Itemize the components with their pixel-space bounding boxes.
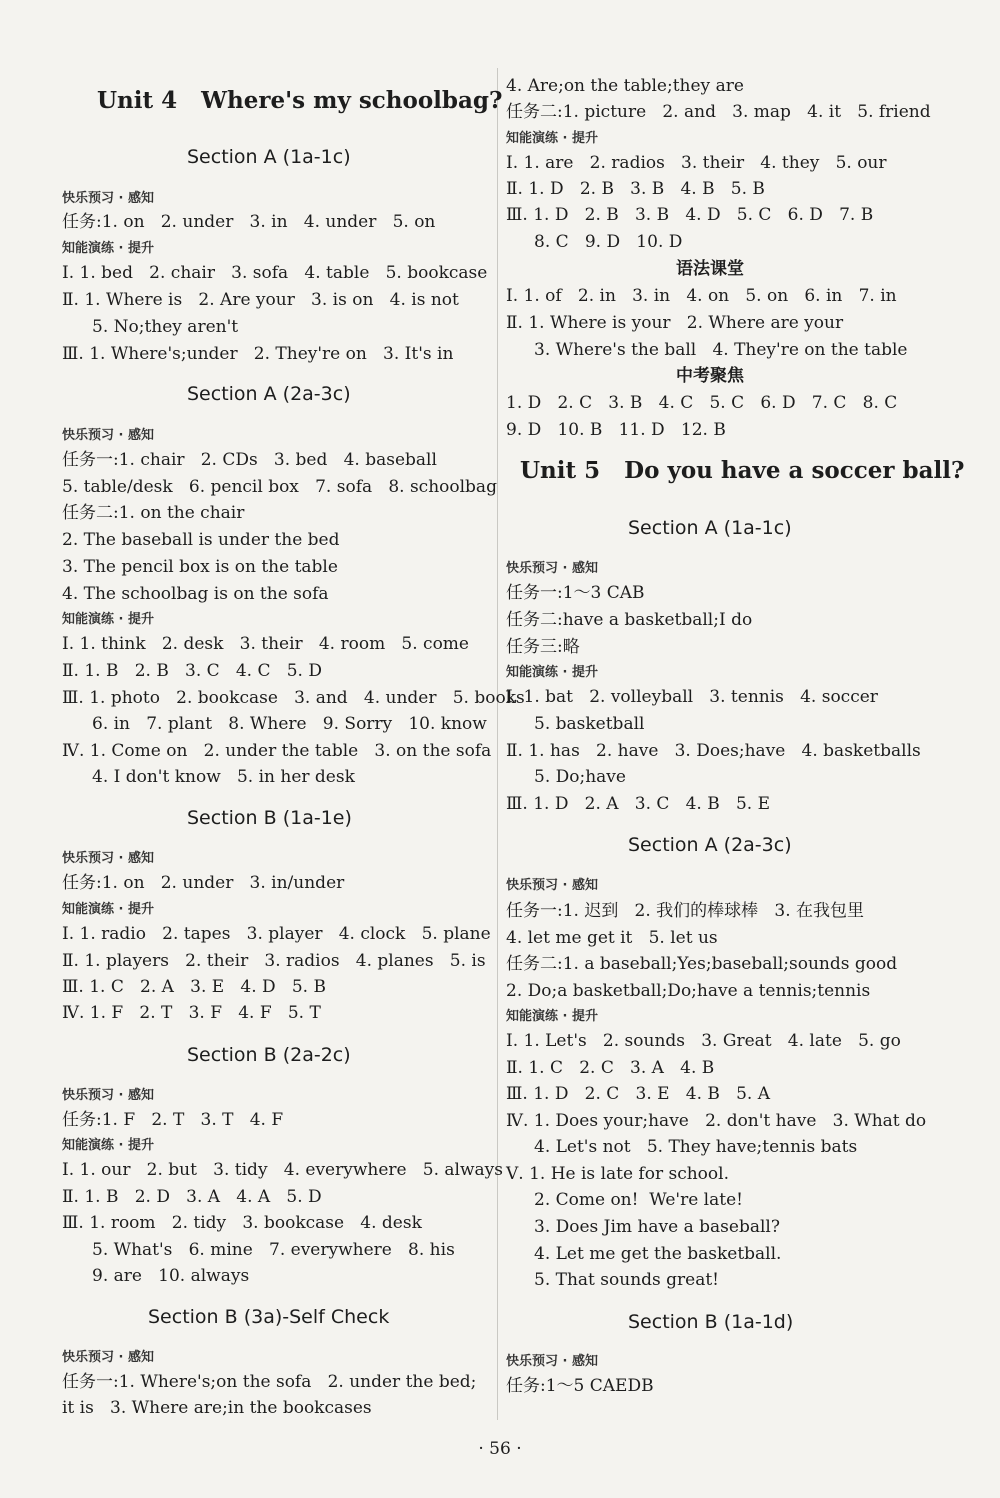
answer-line: Ⅲ. 1. D 2. B 3. B 4. D 5. C 6. D 7. B: [506, 205, 874, 225]
answer-line: Ⅳ. 1. Does your;have 2. don't have 3. What do: [506, 1111, 927, 1131]
practice-label: 知能演练 · 提升: [62, 902, 154, 917]
section-heading: Section B (2a-2c): [187, 1044, 351, 1066]
answer-line: Ⅱ. 1. Where is 2. Are your 3. is on 4. is not: [62, 290, 459, 310]
answer-line: 任务二:1. picture 2. and 3. map 4. it 5. friend: [506, 102, 931, 122]
answer-line: Ⅳ. 1. F 2. T 3. F 4. F 5. T: [62, 1003, 321, 1023]
answer-line: 任务:1. on 2. under 3. in/under: [62, 873, 345, 893]
preview-label: 快乐预习 · 感知: [62, 851, 154, 866]
unit-4-title: Unit 4 Where's my schoolbag?: [97, 87, 503, 114]
answer-line: Ⅱ. 1. C 2. C 3. A 4. B: [506, 1058, 715, 1078]
answer-line: Ⅰ. 1. bat 2. volleyball 3. tennis 4. soccer: [506, 687, 878, 707]
answer-line: 2. Come on! We're late!: [534, 1190, 743, 1210]
answer-line: Ⅲ. 1. D 2. A 3. C 4. B 5. E: [506, 794, 770, 814]
answer-line: Ⅴ. 1. He is late for school.: [506, 1164, 729, 1184]
answer-line: 任务一:1～3 CAB: [506, 583, 645, 603]
answer-line: 5. table/desk 6. pencil box 7. sofa 8. schoolbag: [62, 477, 497, 497]
answer-line: 4. Let me get the basketball.: [534, 1244, 782, 1264]
preview-label: 快乐预习 · 感知: [62, 191, 154, 206]
answer-line: 2. Do;a basketball;Do;have a tennis;tennis: [506, 981, 871, 1001]
preview-label: 快乐预习 · 感知: [62, 1088, 154, 1103]
grammar-heading: 语法课堂: [676, 259, 744, 279]
answer-line: 任务三:略: [506, 637, 580, 657]
answer-line: 4. let me get it 5. let us: [506, 928, 718, 948]
answer-line: 4. The schoolbag is on the sofa: [62, 584, 329, 604]
preview-label: 快乐预习 · 感知: [62, 428, 154, 443]
answer-line: Ⅲ. 1. photo 2. bookcase 3. and 4. under 5. books: [62, 688, 525, 708]
answer-line: 任务二:1. on the chair: [62, 503, 245, 523]
section-heading: Section A (1a-1c): [187, 146, 351, 168]
practice-label: 知能演练 · 提升: [506, 1009, 598, 1024]
answer-line: 任务:1. F 2. T 3. T 4. F: [62, 1110, 284, 1130]
answer-line: Ⅱ. 1. B 2. B 3. C 4. C 5. D: [62, 661, 322, 681]
answer-line: 5. Do;have: [534, 767, 626, 787]
answer-line: 5. What's 6. mine 7. everywhere 8. his: [92, 1240, 455, 1260]
answer-line: Ⅰ. 1. think 2. desk 3. their 4. room 5. come: [62, 634, 469, 654]
section-heading: Section B (1a-1d): [628, 1311, 794, 1333]
answer-line: 任务一:1. Where's;on the sofa 2. under the bed;: [62, 1372, 477, 1392]
answer-line: Ⅱ. 1. has 2. have 3. Does;have 4. basketballs: [506, 741, 921, 761]
answer-line: 4. I don't know 5. in her desk: [92, 767, 355, 787]
answer-line: 6. in 7. plant 8. Where 9. Sorry 10. know: [92, 714, 487, 734]
answer-line: 4. Let's not 5. They have;tennis bats: [534, 1137, 858, 1157]
answer-line: 任务一:1. 迟到 2. 我们的棒球棒 3. 在我包里: [506, 901, 865, 921]
answer-line: Ⅲ. 1. Where's;under 2. They're on 3. It's in: [62, 344, 454, 364]
answer-line: 5. No;they aren't: [92, 317, 239, 337]
page-number: · 56 ·: [478, 1439, 522, 1459]
practice-label: 知能演练 · 提升: [62, 1138, 154, 1153]
answer-line: 任务:1～5 CAEDB: [506, 1376, 654, 1396]
answer-line: 8. C 9. D 10. D: [534, 232, 683, 252]
answer-line: Ⅲ. 1. room 2. tidy 3. bookcase 4. desk: [62, 1213, 422, 1233]
answer-line: Ⅰ. 1. of 2. in 3. in 4. on 5. on 6. in 7. in: [506, 286, 897, 306]
section-heading: Section B (1a-1e): [187, 807, 352, 829]
answer-line: 2. The baseball is under the bed: [62, 530, 340, 550]
answer-line: Ⅱ. 1. players 2. their 3. radios 4. planes 5. is: [62, 951, 486, 971]
section-heading: Section B (3a)-Self Check: [148, 1306, 390, 1328]
answer-line: 5. basketball: [534, 714, 645, 734]
answer-line: 任务二:have a basketball;I do: [506, 610, 753, 630]
practice-label: 知能演练 · 提升: [506, 665, 598, 680]
preview-label: 快乐预习 · 感知: [506, 878, 598, 893]
answer-line: 3. Where's the ball 4. They're on the table: [534, 340, 908, 360]
answer-line: 任务:1. on 2. under 3. in 4. under 5. on: [62, 212, 436, 232]
answer-line: Ⅰ. 1. are 2. radios 3. their 4. they 5. our: [506, 153, 887, 173]
preview-label: 快乐预习 · 感知: [506, 1354, 598, 1369]
answer-line: 任务二:1. a baseball;Yes;baseball;sounds good: [506, 954, 898, 974]
preview-label: 快乐预习 · 感知: [506, 561, 598, 576]
section-heading: Section A (2a-3c): [187, 383, 351, 405]
practice-label: 知能演练 · 提升: [62, 241, 154, 256]
preview-label: 快乐预习 · 感知: [62, 1350, 154, 1365]
section-heading: Section A (1a-1c): [628, 517, 792, 539]
answer-line: Ⅰ. 1. radio 2. tapes 3. player 4. clock 5. plane: [62, 924, 491, 944]
column-divider: [497, 68, 498, 1420]
answer-line: 1. D 2. C 3. B 4. C 5. C 6. D 7. C 8. C: [506, 393, 898, 413]
practice-label: 知能演练 · 提升: [506, 131, 598, 146]
answer-line: 任务一:1. chair 2. CDs 3. bed 4. baseball: [62, 450, 437, 470]
answer-line: Ⅰ. 1. bed 2. chair 3. sofa 4. table 5. bookcase: [62, 263, 488, 283]
answer-line: Ⅰ. 1. Let's 2. sounds 3. Great 4. late 5. go: [506, 1031, 901, 1051]
answer-line: 4. Are;on the table;they are: [506, 76, 744, 96]
answer-line: Ⅱ. 1. B 2. D 3. A 4. A 5. D: [62, 1187, 322, 1207]
practice-label: 知能演练 · 提升: [62, 612, 154, 627]
answer-line: 9. D 10. B 11. D 12. B: [506, 420, 726, 440]
answer-line: it is 3. Where are;in the bookcases: [62, 1398, 372, 1418]
answer-line: Ⅳ. 1. Come on 2. under the table 3. on the sofa: [62, 741, 492, 761]
answer-line: 3. Does Jim have a baseball?: [534, 1217, 780, 1237]
answer-line: 9. are 10. always: [92, 1266, 250, 1286]
unit-5-title: Unit 5 Do you have a soccer ball?: [520, 457, 965, 484]
answer-line: Ⅲ. 1. D 2. C 3. E 4. B 5. A: [506, 1084, 770, 1104]
answer-line: 5. That sounds great!: [534, 1270, 720, 1290]
answer-line: Ⅲ. 1. C 2. A 3. E 4. D 5. B: [62, 977, 326, 997]
answer-line: Ⅱ. 1. D 2. B 3. B 4. B 5. B: [506, 179, 765, 199]
answer-line: Ⅰ. 1. our 2. but 3. tidy 4. everywhere 5. always: [62, 1160, 504, 1180]
answer-line: 3. The pencil box is on the table: [62, 557, 338, 577]
answer-line: Ⅱ. 1. Where is your 2. Where are your: [506, 313, 844, 333]
exam-focus-heading: 中考聚焦: [676, 366, 744, 386]
section-heading: Section A (2a-3c): [628, 834, 792, 856]
